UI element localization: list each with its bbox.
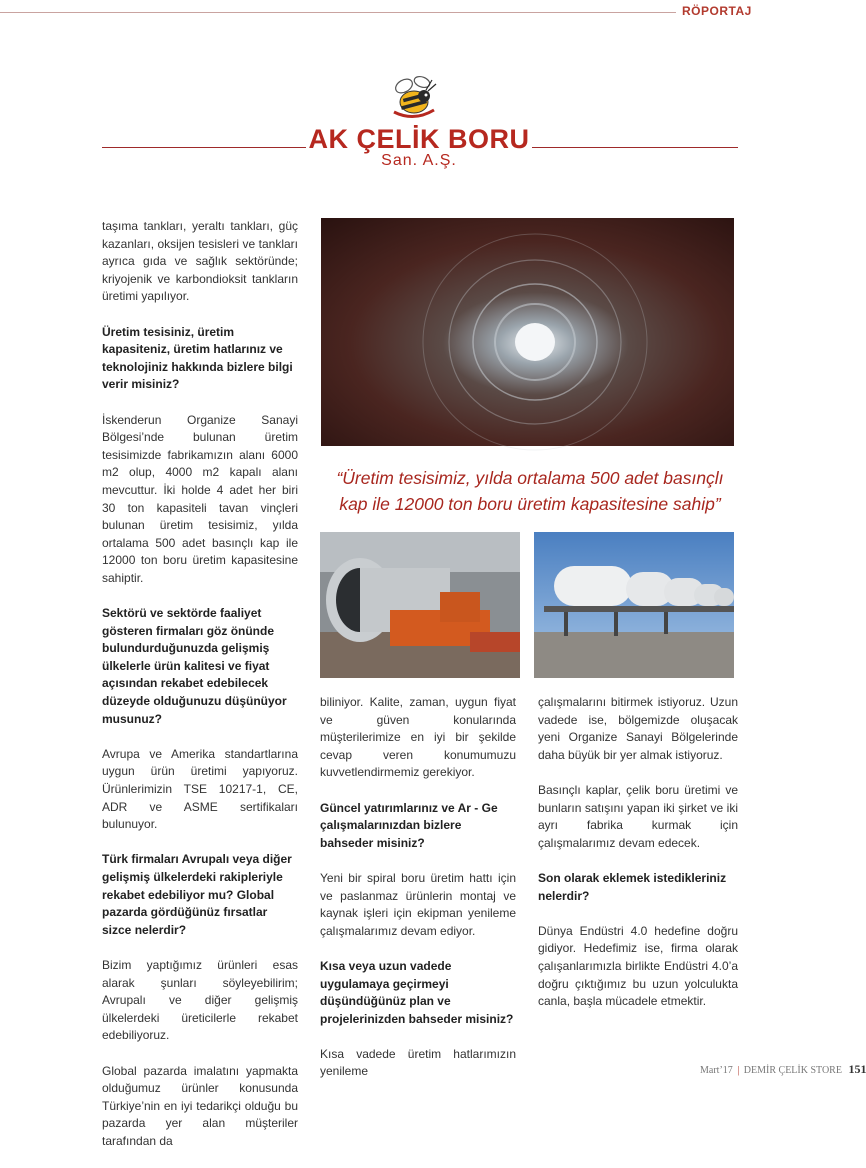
- column1-paragraph: taşıma tankları, yeraltı tankları, güç kazanları, oksijen tesisleri ve tankları ayrıca gıda ve sağlık sektöründe; kriyojenik ve karbondioksit tankların üretimi yapılıyor.: [102, 219, 298, 304]
- column1-question: Türk firmaları Avrupalı veya diğer gelişmiş ülkelerdeki rakipleriyle rekabet edebiliyor mu? Global pazarda gördüğünüz fırsatlar sizce nelerdir?: [102, 852, 292, 937]
- logo-rule-left: [102, 147, 306, 148]
- column1-paragraph: Global pazarda imalatını yapmakta olduğumuz ürünler konusunda Türkiye’nin en iyi tedarikçi olduğu bu pazarda yer alan müşteriler tarafından da: [102, 1063, 298, 1148]
- brand-name: AK ÇELİK BORU: [308, 124, 530, 154]
- pipe-interior-photo: [321, 218, 734, 446]
- footer-issue: Mart’17: [700, 1065, 733, 1076]
- column1-paragraph: İskenderun Organize Sanayi Bölgesi’nde bulunan üretim tesisimizde fabrikamızın alanı 6000 m2 olup, 4000 m2 kapalı alanı mevcuttur. İki holde 4 adet her biri 30 ton kapasiteli tavan vinçleri bulunan üretim tesisimiz, yılda ortalama 500 adet basınçlı kap ile 12000 ton boru üretim kapasitesine sahiptir.: [102, 412, 298, 585]
- column2-question: Kısa veya uzun vadede uygulamaya geçirmeyi düşündüğünüz plan ve projelerinizden bahseder misiniz?: [320, 958, 514, 1026]
- article-column-1: [102, 218, 298, 1168]
- spiral-pipe-machine-photo: [320, 532, 520, 678]
- pull-quote: “Üretim tesisimiz, yılda ortalama 500 adet basınçlı kap ile 12000 ton boru üretim kapasitesine sahip”: [336, 468, 724, 514]
- bee-logo-icon: [386, 70, 442, 122]
- column3-question: Son olarak eklemek istedikleriniz nelerdir?: [538, 870, 727, 903]
- column2-paragraph: Yeni bir spiral boru üretim hattı için ve paslanmaz ürünlerin montaj ve kaynak işleri için ekipman yenileme çalışmalarımız devam ediyor.: [320, 870, 516, 938]
- column2-question: Güncel yatırımlarınız ve Ar - Ge çalışmalarınızdan bizlere bahseder misiniz?: [320, 800, 498, 850]
- footer-separator: |: [737, 1065, 740, 1076]
- column1-question: Sektörü ve sektörde faaliyet gösteren firmaları göz önünde bulundurduğunuzda gelişmiş ülkelerle ürün kalitesi ve fiyat açısından rekabet edebilecek düzeyde olduğunuzu düşünüyor musunuz?: [102, 606, 287, 726]
- column3-paragraph: çalışmalarını bitirmek istiyoruz. Uzun vadede ise, bölgemizde oluşacak yeni Organize Sanayi Bölgelerinde daha büyük bir yer almak istiyoruz.: [538, 695, 738, 762]
- column2-paragraph: Kısa vadede üretim hatlarımızın yenileme: [320, 1046, 516, 1079]
- page-footer: [700, 1062, 866, 1077]
- section-label: RÖPORTAJ: [682, 4, 752, 18]
- column1-paragraph: Bizim yaptığımız ürünleri esas alarak şunları söyleyebilirim; Avrupalı ve diğer gelişmiş ülkelerdeki üreticilerle rekabet edebiliyoruz.: [102, 957, 298, 1043]
- brand-subtitle: San. A.Ş.: [381, 152, 457, 169]
- column1-question: Üretim tesisiniz, üretim kapasiteniz, üretim hatlarınız ve teknolojiniz hakkında bizlere bilgi verir misiniz?: [102, 324, 293, 392]
- column2-paragraph: biliniyor. Kalite, zaman, uygun fiyat ve güven konularında müşterilerimize en iyi bir şekilde cevap veren konumumuzu kuvvetlendirmemiz gerekiyor.: [320, 695, 516, 780]
- footer-magazine: DEMİR ÇELİK STORE: [743, 1065, 842, 1076]
- page-number: 151: [848, 1062, 866, 1076]
- column3-paragraph: Basınçlı kaplar, çelik boru üretimi ve bunların satışını yapan iki şirket ve iki ayrı fabrika kurmak için çalışmalarımız devam edecek.: [538, 782, 738, 850]
- article-column-3: [538, 694, 738, 1028]
- logo-rule-right: [532, 147, 738, 148]
- column3-paragraph: Dünya Endüstri 4.0 hedefine doğru gidiyor. Hedefimiz ise, firma olarak çalışanlarımızla birlikte Endüstri 4.0’a doğru çıktığımız bu uzun yolculukta canla, başla mücadele etmektir.: [538, 923, 738, 1009]
- article-column-2: [320, 694, 516, 1099]
- column1-paragraph: Avrupa ve Amerika standartlarına uygun ürün üretimi yapıyoruz. Ürünlerimizin TSE 10217-1, CE, ADR ve ASME sertifikaları bulunuyor.: [102, 746, 298, 832]
- header-rule: [0, 12, 676, 13]
- pressure-tanks-photo: [534, 532, 734, 678]
